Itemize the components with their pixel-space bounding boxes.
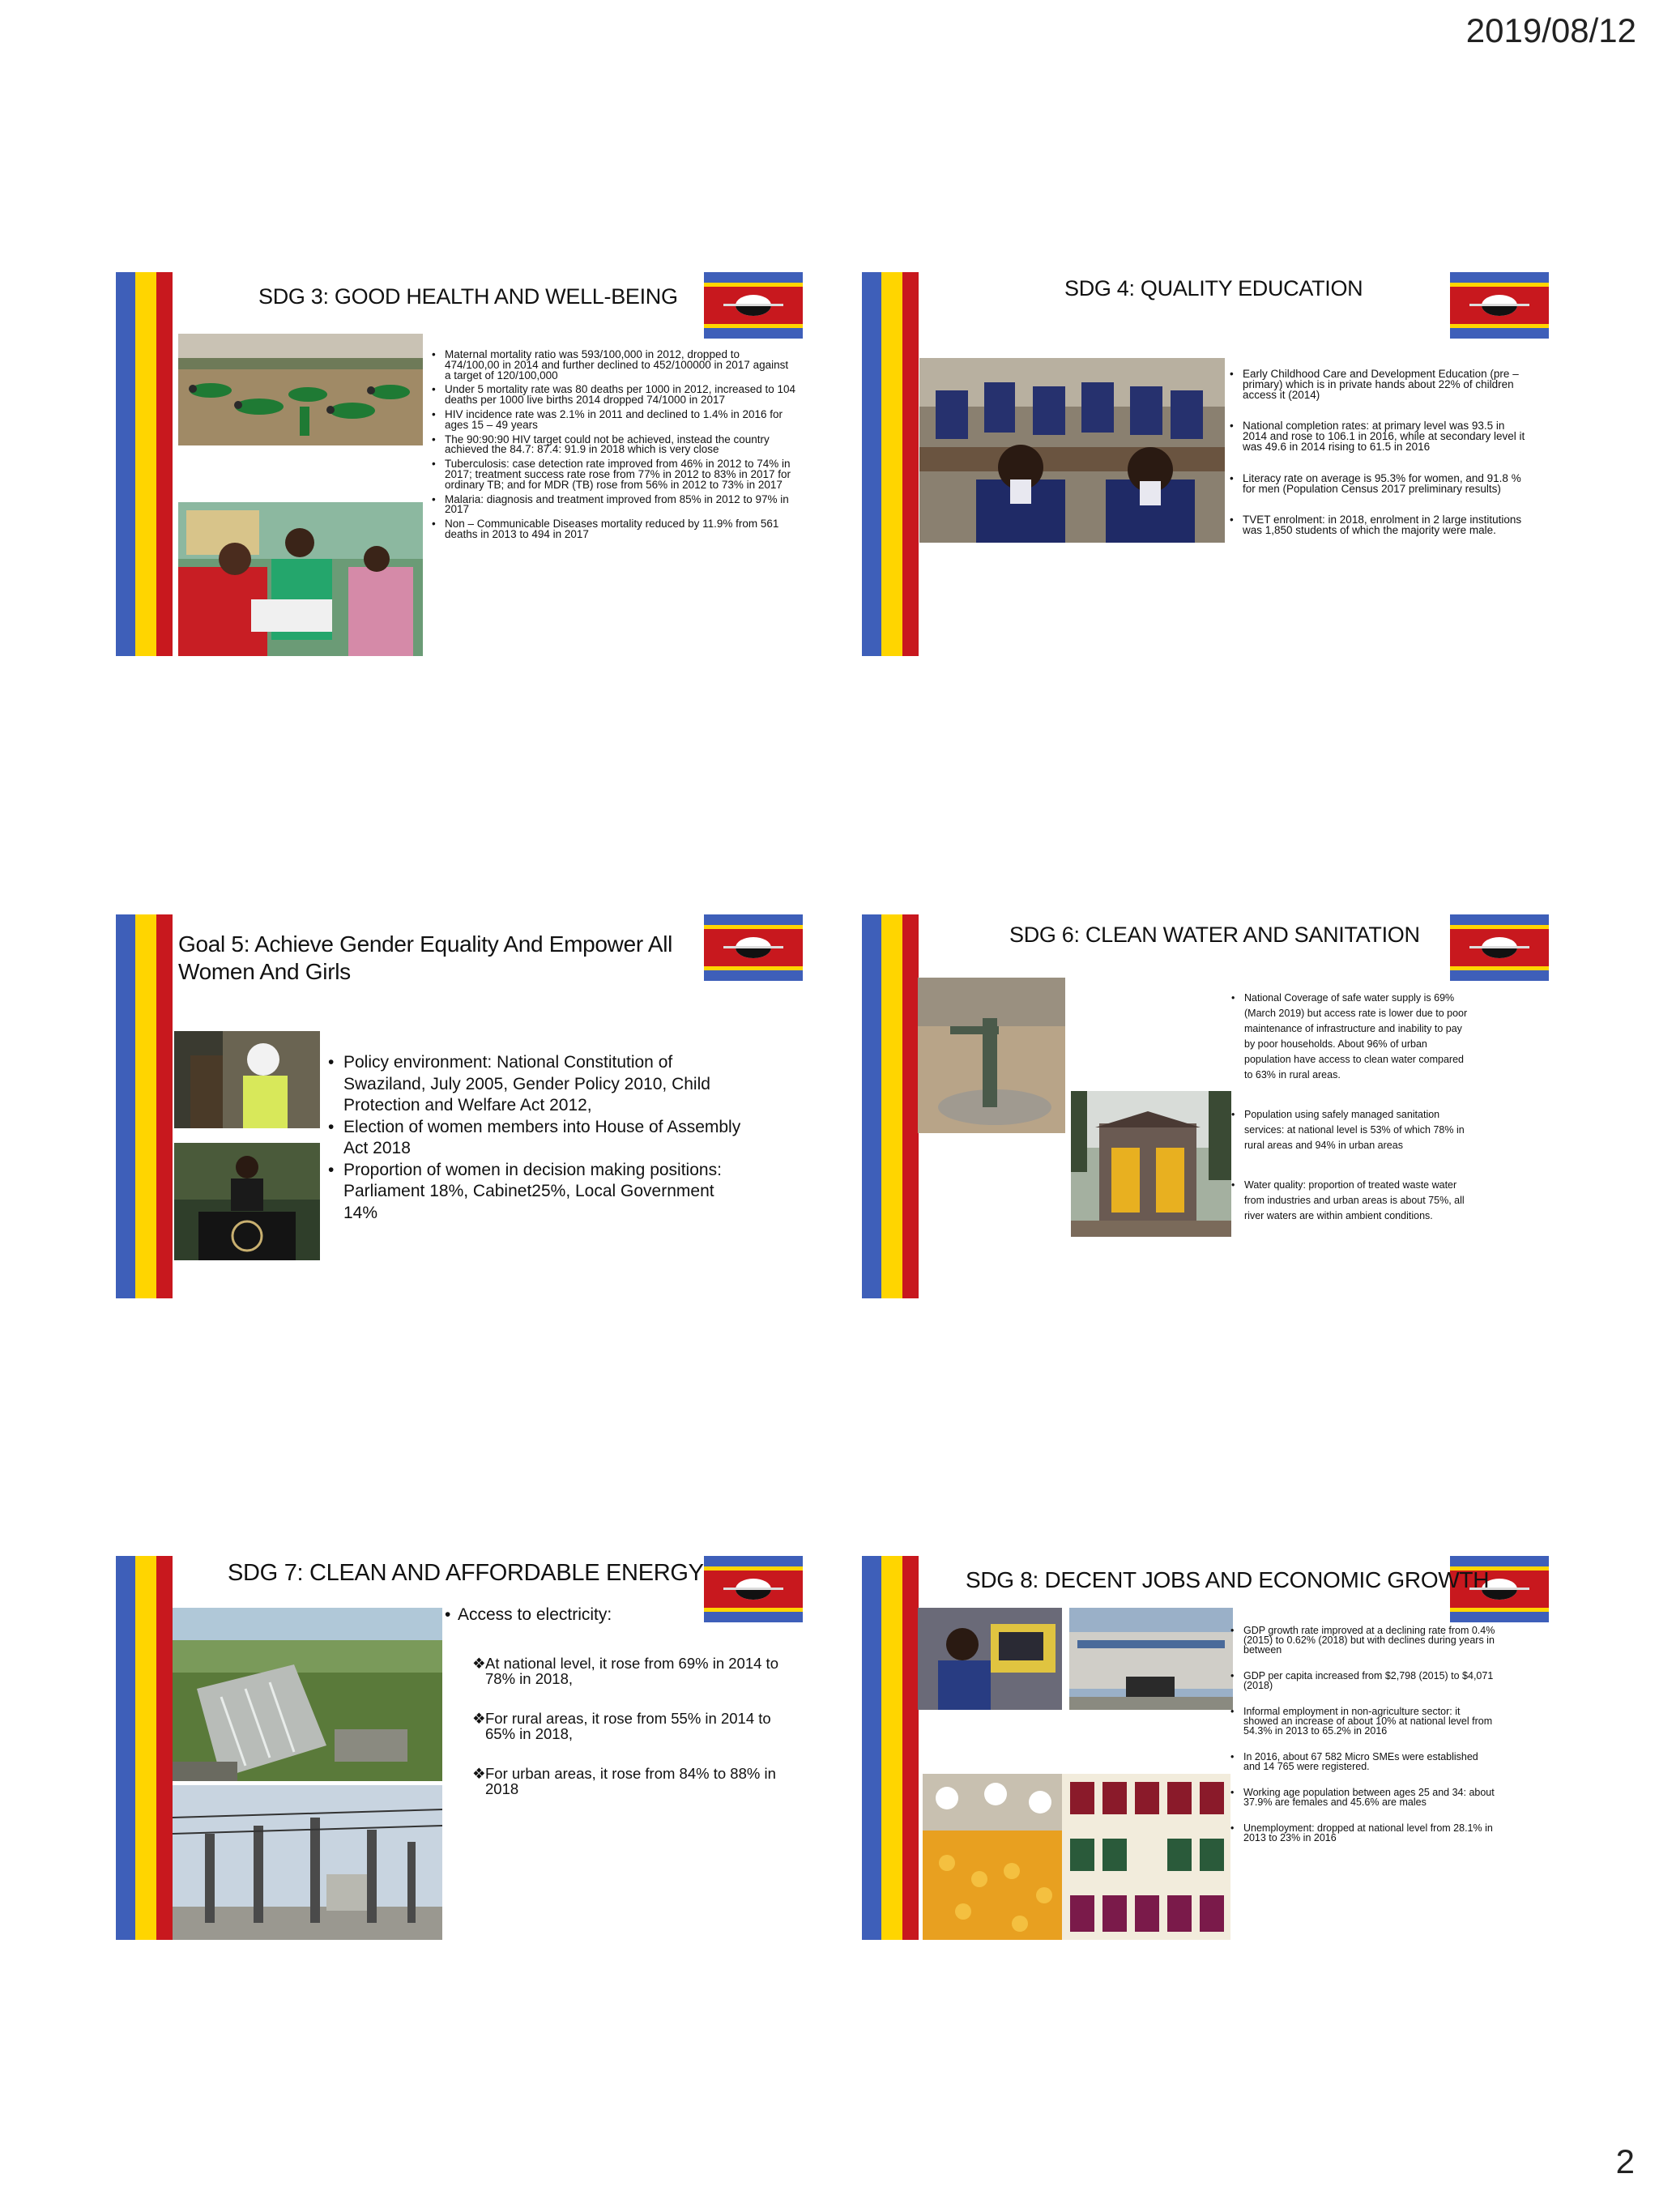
list-item: • Informal employment in non-agriculture sector: it showed an increase of about 10% at national level from 54.3% in 2013 to 65.2% in 2016 bbox=[1230, 1707, 1498, 1736]
slide-sdg6 bbox=[862, 914, 1549, 1298]
flag-stripes bbox=[116, 272, 173, 656]
list-item: • Access to electricity: bbox=[445, 1605, 631, 1625]
list-item: • HIV incidence rate was 2.1% in 2011 and declined to 1.4% in 2016 for ages 15 – 49 years bbox=[432, 410, 796, 431]
photo-woman-worker bbox=[174, 1031, 320, 1128]
photo-call-center bbox=[918, 1608, 1062, 1710]
list-item: • Water quality: proportion of treated waste water from industries and urban areas is about 75%, all river waters are within ambient conditions. bbox=[1231, 1178, 1474, 1224]
list-item: • Policy environment: National Constitution of Swaziland, July 2005, Gender Policy 2010, Child Protection and Welfare Act 2012, bbox=[328, 1052, 749, 1117]
eswatini-flag-icon bbox=[704, 272, 803, 339]
slide-title: SDG 7: CLEAN AND AFFORDABLE ENERGY bbox=[228, 1560, 704, 1586]
sub-bullet-list bbox=[472, 1656, 798, 1796]
slide-title: SDG 8: DECENT JOBS AND ECONOMIC GROWTH bbox=[966, 1567, 1490, 1592]
bullet-list bbox=[1231, 991, 1474, 1224]
list-item: ❖ For rural areas, it rose from 55% in 2014 to 65% in 2018, bbox=[472, 1711, 798, 1741]
list-item: • Election of women members into House of Assembly Act 2018 bbox=[328, 1117, 749, 1160]
page-number: 2 bbox=[1615, 2142, 1635, 2180]
list-item: • Proportion of women in decision making positions: Parliament 18%, Cabinet25%, Local Government 14% bbox=[328, 1160, 749, 1225]
slide-title: SDG 4: QUALITY EDUCATION bbox=[1064, 276, 1363, 300]
photo-food-processing bbox=[923, 1774, 1062, 1940]
list-item: • In 2016, about 67 582 Micro SMEs were established and 14 765 were registered. bbox=[1230, 1752, 1498, 1771]
list-item: ❖ For urban areas, it rose from 84% to 88% in 2018 bbox=[472, 1766, 798, 1796]
list-item: • Literacy rate on average is 95.3% for women, and 91.8 % for men (Population Census 2017 preliminary results) bbox=[1230, 474, 1529, 495]
list-item: • Malaria: diagnosis and treatment improved from 85% in 2012 to 97% in 2017 bbox=[432, 495, 796, 516]
list-item: • Working age population between ages 25 and 34: about 37.9% are females and 45.6% are males bbox=[1230, 1788, 1498, 1807]
eswatini-flag-icon bbox=[704, 1556, 803, 1622]
slide-title: SDG 3: GOOD HEALTH AND WELL-BEING bbox=[258, 284, 678, 309]
flag-stripes bbox=[116, 914, 173, 1298]
slide-sdg8 bbox=[862, 1556, 1549, 1940]
list-item: • Population using safely managed sanitation services: at national level is 53% of which 78% in rural areas and 94% in urban areas bbox=[1231, 1107, 1474, 1153]
bullet-list bbox=[1230, 1626, 1498, 1843]
bullet-list bbox=[445, 1605, 631, 1625]
slide-sdg3 bbox=[116, 272, 803, 656]
photo-health-clinic bbox=[178, 502, 423, 656]
slide-title: SDG 6: CLEAN WATER AND SANITATION bbox=[1009, 923, 1420, 947]
list-item: • The 90:90:90 HIV target could not be achieved, instead the country achieved the 84.7: 87.4: 91.9 in 2018 which is very close bbox=[432, 435, 796, 456]
list-item: • National completion rates: at primary level was 93.5 in 2014 and rose to 106.1 in 2016, while at secondary level it was 49.6 in 2014 rising to 61.5 in 2016 bbox=[1230, 421, 1529, 452]
photo-substation bbox=[173, 1785, 442, 1940]
page-date: 2019/08/12 bbox=[1465, 11, 1636, 49]
photo-toilets bbox=[1071, 1091, 1231, 1237]
flag-stripes bbox=[862, 272, 919, 656]
photo-un-speaker bbox=[174, 1143, 320, 1260]
photo-exercise-group bbox=[178, 334, 423, 445]
list-item: • TVET enrolment: in 2018, enrolment in 2 large institutions was 1,850 students of which the majority were male. bbox=[1230, 515, 1529, 536]
list-item: ❖ At national level, it rose from 69% in 2014 to 78% in 2018, bbox=[472, 1656, 798, 1686]
photo-dam bbox=[173, 1608, 442, 1781]
flag-stripes bbox=[862, 1556, 919, 1940]
slide-sdg4 bbox=[862, 272, 1549, 656]
photo-water-pump bbox=[918, 978, 1065, 1133]
slide-sdg7 bbox=[116, 1556, 803, 1940]
bullet-list bbox=[1230, 369, 1529, 536]
bullet-list bbox=[328, 1052, 749, 1224]
eswatini-flag-icon bbox=[1450, 914, 1549, 981]
list-item: • Early Childhood Care and Development Education (pre – primary) which is in private hands about 22% of children access it (2014) bbox=[1230, 369, 1529, 400]
list-item: • GDP per capita increased from $2,798 (2015) to $4,071 (2018) bbox=[1230, 1671, 1498, 1690]
flag-stripes bbox=[116, 1556, 173, 1940]
eswatini-flag-icon bbox=[704, 914, 803, 981]
photo-office-building bbox=[1069, 1608, 1233, 1710]
list-item: • Maternal mortality ratio was 593/100,000 in 2012, dropped to 474/100,00 in 2014 and further declined to 452/100000 in 2017 against a target of 120/100,000 bbox=[432, 350, 796, 381]
slide-goal5 bbox=[116, 914, 803, 1298]
bullet-list bbox=[432, 350, 796, 540]
photo-canned-products bbox=[1062, 1774, 1230, 1940]
slide-title: Goal 5: Achieve Gender Equality And Empower All Women And Girls bbox=[178, 931, 673, 984]
eswatini-flag-icon bbox=[1450, 272, 1549, 339]
list-item: • Non – Communicable Diseases mortality reduced by 11.9% from 561 deaths in 2013 to 494 in 2017 bbox=[432, 519, 796, 540]
list-item: • National Coverage of safe water supply is 69% (March 2019) but access rate is lower due to poor maintenance of infrastructure and inability to pay by poor households. About 96% of urban population have access to clean water compared to 63% in rural areas. bbox=[1231, 991, 1474, 1083]
list-item: • Unemployment: dropped at national level from 28.1% in 2013 to 23% in 2016 bbox=[1230, 1823, 1498, 1843]
list-item: • Under 5 mortality rate was 80 deaths per 1000 in 2012, increased to 104 deaths per 1000 live births 2014 dropped 74/1000 in 2017 bbox=[432, 385, 796, 406]
photo-classroom bbox=[919, 358, 1225, 543]
list-item: • GDP growth rate improved at a declining rate from 0.4% (2015) to 0.62% (2018) but with declines during years in between bbox=[1230, 1626, 1498, 1655]
list-item: • Tuberculosis: case detection rate improved from 46% in 2012 to 74% in 2017; treatment success rate rose from 77% in 2012 to 83% in 2017 for ordinary TB; and for MDR (TB) rose from 56% in 2012 to 73% in 2017 bbox=[432, 459, 796, 490]
flag-stripes bbox=[862, 914, 919, 1298]
